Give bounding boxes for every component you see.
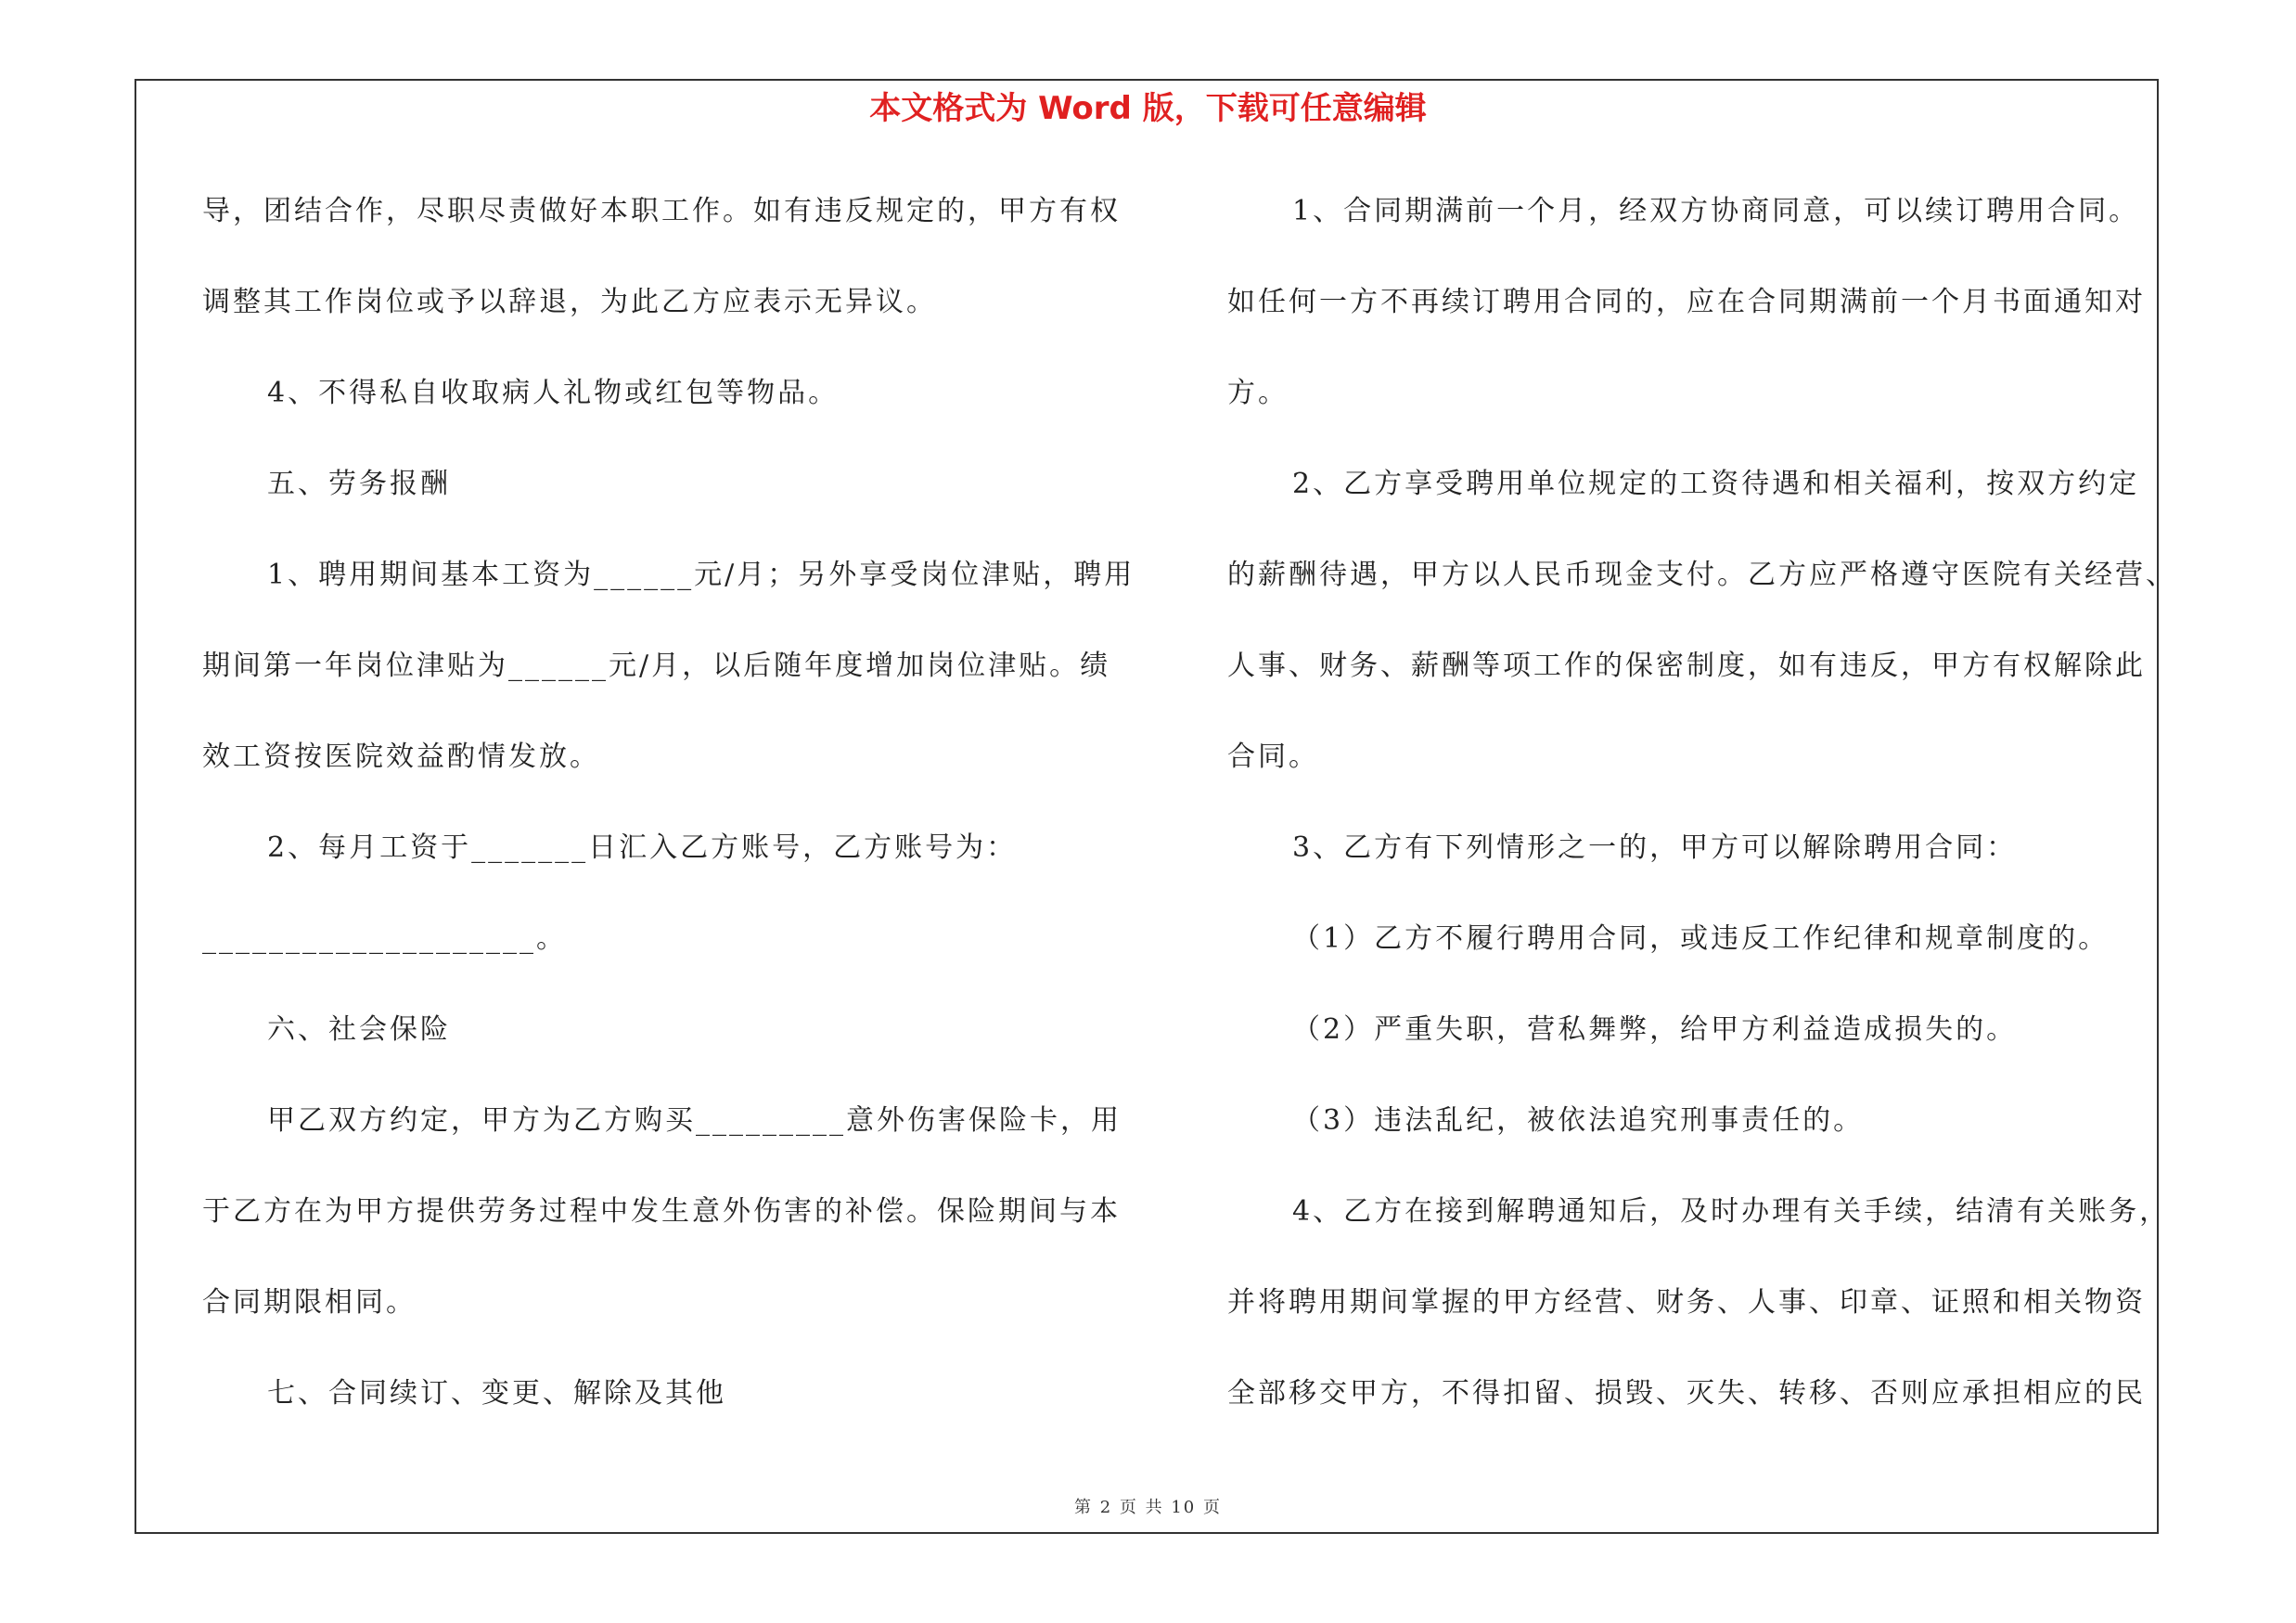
paragraph-line: 1、聘用期间基本工资为______元/月；另外享受岗位津贴，聘用 [267,559,1135,591]
paragraph-line: ____________________。 [202,922,567,955]
right-column [1227,184,2176,1457]
paragraph-line: （3）违法乱纪，被依法追究刑事责任的。 [1292,1104,1865,1137]
paragraph-line: 的薪酬待遇，甲方以人民币现金支付。乙方应严格遵守医院有关经营、 [1227,559,2176,591]
paragraph-line: 六、社会保险 [267,1013,451,1046]
paragraph-line: 甲乙双方约定，甲方为乙方购买_________意外伤害保险卡，用 [267,1104,1122,1137]
paragraph-line: 4、不得私自收取病人礼物或红包等物品。 [267,377,840,409]
paragraph-line: （2）严重失职，营私舞弊，给甲方利益造成损失的。 [1292,1013,2018,1046]
paragraph-line: 2、乙方享受聘用单位规定的工资待遇和相关福利，按双方约定 [1292,468,2140,500]
paragraph-line: 五、劳务报酬 [267,468,451,500]
paragraph-line: 如任何一方不再续订聘用合同的，应在合同期满前一个月书面通知对 [1227,286,2146,318]
paragraph-line: 2、每月工资于_______日汇入乙方账号，乙方账号为： [267,831,1018,864]
paragraph-line: 期间第一年岗位津贴为______元/月，以后随年度增加岗位津贴。绩 [202,650,1111,682]
paragraph-line: 并将聘用期间掌握的甲方经营、财务、人事、印章、证照和相关物资 [1227,1286,2146,1319]
paragraph-line: 4、乙方在接到解聘通知后，及时办理有关手续，结清有关账务， [1292,1195,2171,1228]
paragraph-line: 导，团结合作，尽职尽责做好本职工作。如有违反规定的，甲方有权 [202,195,1121,227]
page-footer: 第 2 页 共 10 页 [1074,1498,1222,1517]
paragraph-line: 效工资按医院效益酌情发放。 [202,741,600,773]
format-banner: 本文格式为 Word 版，下载可任意编辑 [869,90,1427,127]
paragraph-line: 七、合同续订、变更、解除及其他 [267,1377,726,1410]
paragraph-line: 合同。 [1227,741,1319,773]
paragraph-line: 调整其工作岗位或予以辞退，为此乙方应表示无异议。 [202,286,937,318]
paragraph-line: 于乙方在为甲方提供劳务过程中发生意外伤害的补偿。保险期间与本 [202,1195,1121,1228]
paragraph-line: 全部移交甲方，不得扣留、损毁、灭失、转移、否则应承担相应的民 [1227,1377,2146,1410]
paragraph-line: 合同期限相同。 [202,1286,417,1319]
paragraph-line: 方。 [1227,377,1289,409]
paragraph-line: 人事、财务、薪酬等项工作的保密制度，如有违反，甲方有权解除此 [1227,650,2146,682]
paragraph-line: 3、乙方有下列情形之一的，甲方可以解除聘用合同： [1292,831,2018,864]
paragraph-line: （1）乙方不履行聘用合同，或违反工作纪律和规章制度的。 [1292,922,2110,955]
paragraph-line: 1、合同期满前一个月，经双方协商同意，可以续订聘用合同。 [1292,195,2140,227]
left-column [202,184,1135,1457]
